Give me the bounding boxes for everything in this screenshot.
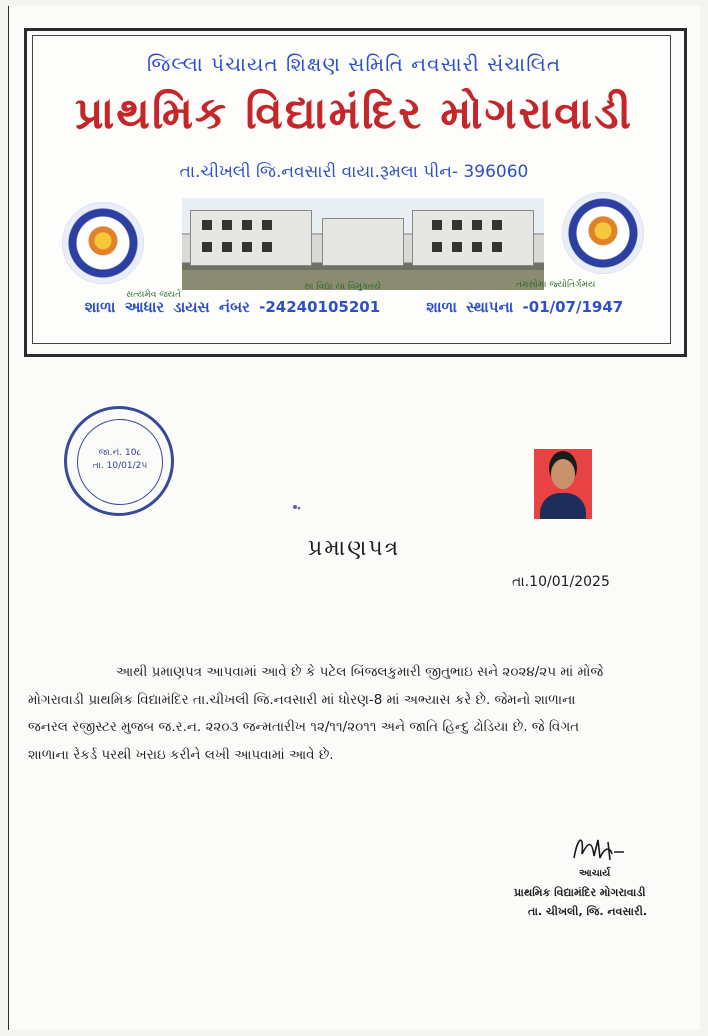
school-building-photo — [182, 198, 544, 290]
principal-signature — [568, 828, 628, 868]
certificate-title: પ્રમાણપત્ર — [308, 536, 401, 561]
school-codes-line — [8, 298, 700, 316]
certificate-date: તા.10/01/2025 — [512, 574, 610, 590]
saraswati-emblem-left — [62, 202, 144, 284]
certificate-page — [8, 6, 700, 1030]
dise-number: શાળા આધાર ડાયસ નંબર -24240105201 — [84, 298, 381, 316]
motto-right: તમસોમા જ્યોતિર્ગમય — [516, 280, 596, 290]
body-line-2: મોગરાવાડી પ્રાથમિક વિદ્યામંદિર તા.ચીખલી જિ.નવસારી માં ધોરણ-8 માં અભ્યાસ કરે છે. જેમનો શાળાના — [28, 692, 576, 708]
motto-center: સા વિદ્યા યા વિમુક્તયે — [304, 282, 381, 292]
saraswati-emblem-right — [562, 192, 644, 274]
body-line-1: આથી પ્રમાણપત્ર આપવામાં આવે છે કે પટેલ બિંજલકુમારી જીતુભાઇ સને ૨૦૨૪/૨૫ માં મોજે — [116, 664, 604, 680]
signatory-role: આચાર્ય — [579, 868, 611, 879]
school-address: તા.ચીખલી જિ.નવસારી વાયા.રૂમલા પીન- 396060 — [179, 162, 529, 182]
motto-left: સત્યમેવ જયતે — [126, 290, 182, 300]
managing-body-line: જિલ્લા પંચાયત શિક્ષણ સમિતિ નવસારી સંચાલિત — [146, 52, 562, 76]
school-name-title: પ્રાથમિક વિદ્યામંદિર મોગરાવાડી — [74, 88, 634, 139]
body-line-3: જનરલ રજીસ્ટર મુજબ જ.ર.ન. ૨૨૦૩ જન્મતારીખ ૧૨/૧૧/૨૦૧૧ અને જાતિ હિન્દુ ઢોડિયા છે. જે વિગત — [28, 719, 580, 735]
body-line-4: શાળાના રેકર્ડ પરથી ખરાઇ કરીને લખી આપવામાં આવે છે. — [28, 747, 334, 763]
ink-speck — [292, 504, 302, 511]
signatory-place: તા. ચીખલી, જિ. નવસારી. — [528, 905, 648, 918]
seal-date: તા. 10/01/2૫ — [92, 461, 148, 471]
established-date: શાળા સ્થાપના -01/07/1947 — [426, 298, 624, 316]
student-photo — [534, 449, 592, 519]
school-seal — [64, 406, 174, 516]
seal-number: જા.નં. 10૮ — [98, 448, 142, 458]
signatory-school: પ્રાથમિક વિદ્યામંદિર મોગરાવાડી — [514, 886, 646, 899]
